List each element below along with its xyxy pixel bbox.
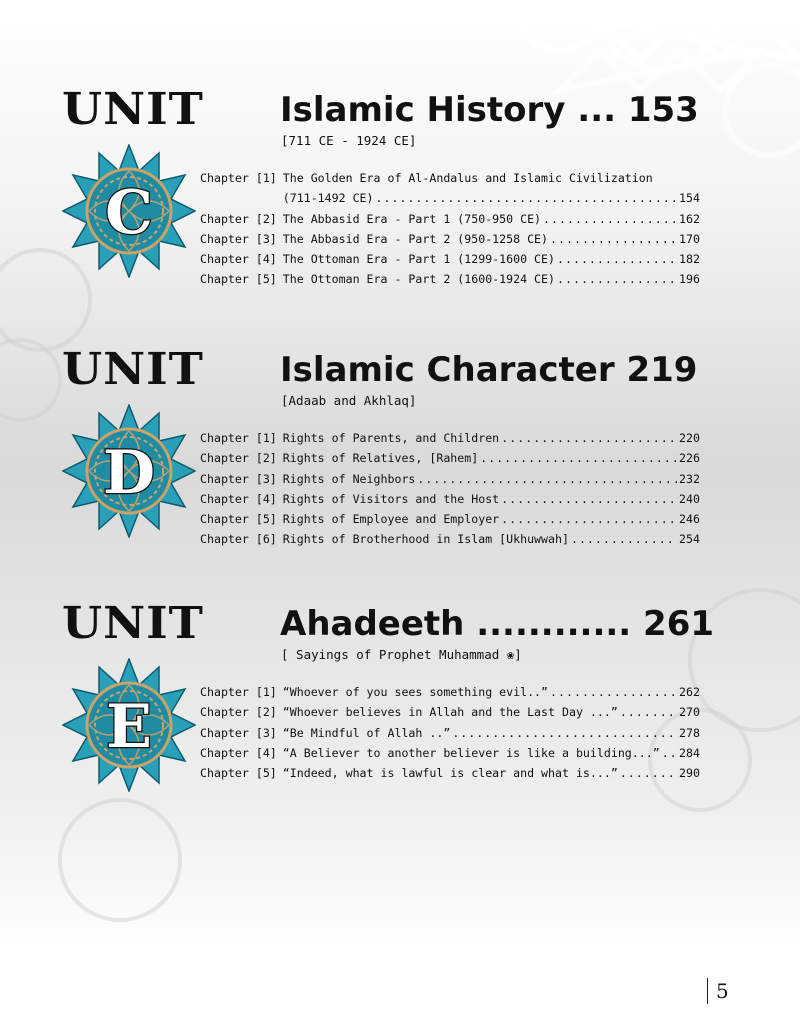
chapter-page: 170 bbox=[679, 231, 700, 246]
unit-heading: UNIT bbox=[62, 83, 204, 135]
dot-leader bbox=[376, 188, 678, 208]
dot-leader bbox=[620, 763, 677, 783]
chapter-row[interactable] bbox=[200, 428, 700, 448]
unit-heading: UNIT bbox=[62, 343, 204, 395]
chapter-label: Chapter [2] bbox=[200, 211, 277, 226]
chapter-title: “A Believer to another believer is like a building...” bbox=[282, 745, 660, 760]
unit-d-section bbox=[0, 343, 800, 576]
dot-leader bbox=[543, 209, 677, 229]
unit-letter: D bbox=[102, 438, 156, 508]
chapter-page: 182 bbox=[679, 252, 700, 267]
chapter-title: The Abbasid Era - Part 2 (950-1258 CE) bbox=[282, 231, 549, 246]
unit-subtitle: [ Sayings of Prophet Muhammad ❀] bbox=[281, 647, 522, 662]
chapter-title: “Be Mindful of Allah ..” bbox=[282, 725, 451, 740]
chapter-page: 254 bbox=[679, 532, 700, 547]
chapter-title: Rights of Parents, and Children bbox=[282, 431, 500, 445]
dot-leader bbox=[557, 249, 677, 269]
chapter-label: Chapter [4] bbox=[200, 491, 277, 506]
unit-letter: C bbox=[105, 178, 153, 248]
chapter-row[interactable] bbox=[200, 489, 700, 509]
unit-letter: E bbox=[106, 692, 152, 762]
chapter-page: 240 bbox=[679, 491, 700, 506]
chapter-row[interactable] bbox=[200, 763, 700, 783]
chapter-title: “Indeed, what is lawful is clear and what is...” bbox=[282, 766, 618, 781]
chapter-page: 162 bbox=[679, 211, 700, 226]
dot-leader bbox=[557, 269, 677, 289]
chapter-row[interactable] bbox=[200, 209, 700, 229]
dot-leader bbox=[501, 489, 677, 509]
chapter-page: 246 bbox=[679, 512, 700, 527]
chapter-list bbox=[200, 168, 700, 290]
chapter-title: Rights of Visitors and the Host bbox=[282, 491, 500, 506]
chapter-row[interactable] bbox=[200, 469, 700, 489]
unit-c-section bbox=[0, 83, 800, 316]
chapter-page: 262 bbox=[679, 685, 700, 699]
unit-heading: UNIT bbox=[62, 597, 204, 649]
unit-subtitle: [Adaab and Akhlaq] bbox=[281, 393, 417, 408]
chapter-label: Chapter [5] bbox=[200, 766, 277, 781]
chapter-row[interactable] bbox=[200, 168, 700, 209]
chapter-row[interactable] bbox=[200, 529, 700, 549]
unit-subtitle: [711 CE - 1924 CE] bbox=[281, 133, 417, 148]
unit-title: Islamic History ... 153 bbox=[280, 90, 699, 130]
chapter-label: Chapter [3] bbox=[200, 231, 277, 246]
chapter-row[interactable] bbox=[200, 682, 700, 702]
chapter-row[interactable] bbox=[200, 723, 700, 743]
unit-title: Ahadeeth ............ 261 bbox=[280, 604, 715, 644]
dot-leader bbox=[571, 529, 677, 549]
chapter-label: Chapter [3] bbox=[200, 471, 277, 486]
chapter-label: Chapter [4] bbox=[200, 745, 277, 760]
unit-e-section bbox=[0, 597, 800, 830]
unit-d-badge-icon bbox=[62, 404, 196, 538]
chapter-title: “Whoever of you sees something evil..” bbox=[282, 685, 549, 699]
chapter-label: Chapter [3] bbox=[200, 725, 277, 740]
dot-leader bbox=[417, 469, 677, 489]
chapter-page: 196 bbox=[679, 272, 700, 287]
chapter-title: Rights of Employee and Employer bbox=[282, 512, 500, 527]
chapter-label: Chapter [5] bbox=[200, 512, 277, 527]
chapter-label: Chapter [4] bbox=[200, 252, 277, 267]
chapter-title: Rights of Relatives, [Rahem] bbox=[282, 451, 479, 466]
dot-leader bbox=[620, 702, 677, 722]
dot-leader bbox=[501, 509, 677, 529]
chapter-title: The Golden Era of Al-Andalus and Islamic Civilization bbox=[282, 171, 653, 185]
chapter-row[interactable] bbox=[200, 269, 700, 289]
dot-leader bbox=[662, 743, 677, 763]
chapter-title: “Whoever believes in Allah and the Last Day ...” bbox=[282, 705, 618, 720]
chapter-title: The Ottoman Era - Part 1 (1299-1600 CE) bbox=[282, 252, 556, 267]
unit-c-badge-icon bbox=[62, 144, 196, 278]
chapter-title: Rights of Neighbors bbox=[282, 471, 416, 486]
chapter-label: Chapter [1] bbox=[200, 685, 277, 699]
chapter-page: 220 bbox=[679, 431, 700, 445]
chapter-page: 290 bbox=[679, 766, 700, 781]
chapter-row[interactable] bbox=[200, 743, 700, 763]
chapter-list bbox=[200, 428, 700, 550]
page-number: 5 bbox=[707, 978, 729, 1004]
chapter-label: Chapter [2] bbox=[200, 451, 277, 466]
chapter-row[interactable] bbox=[200, 249, 700, 269]
chapter-label: Chapter [2] bbox=[200, 705, 277, 720]
unit-title: Islamic Character 219 bbox=[280, 350, 698, 390]
chapter-label: Chapter [1] bbox=[200, 171, 277, 185]
chapter-label: Chapter [5] bbox=[200, 272, 277, 287]
chapter-list bbox=[200, 682, 700, 783]
chapter-row[interactable] bbox=[200, 509, 700, 529]
chapter-title: The Ottoman Era - Part 2 (1600-1924 CE) bbox=[282, 272, 556, 287]
chapter-row[interactable] bbox=[200, 448, 700, 468]
chapter-page: 278 bbox=[679, 725, 700, 740]
chapter-page: 232 bbox=[679, 471, 700, 486]
dot-leader bbox=[480, 448, 677, 468]
chapter-title-continued: (711-1492 CE) bbox=[282, 191, 374, 206]
dot-leader bbox=[550, 682, 677, 702]
unit-e-badge-icon bbox=[62, 658, 196, 792]
chapter-title: The Abbasid Era - Part 1 (750-950 CE) bbox=[282, 211, 542, 226]
chapter-page: 284 bbox=[679, 745, 700, 760]
chapter-label: Chapter [6] bbox=[200, 532, 277, 547]
chapter-label: Chapter [1] bbox=[200, 431, 277, 445]
chapter-row[interactable] bbox=[200, 702, 700, 722]
dot-leader bbox=[501, 428, 677, 448]
dot-leader bbox=[550, 229, 677, 249]
chapter-title: Rights of Brotherhood in Islam [Ukhuwwah] bbox=[282, 532, 569, 547]
chapter-page: 270 bbox=[679, 705, 700, 720]
chapter-page: 226 bbox=[679, 451, 700, 466]
chapter-row[interactable] bbox=[200, 229, 700, 249]
chapter-page: 154 bbox=[679, 191, 700, 206]
dot-leader bbox=[452, 723, 677, 743]
